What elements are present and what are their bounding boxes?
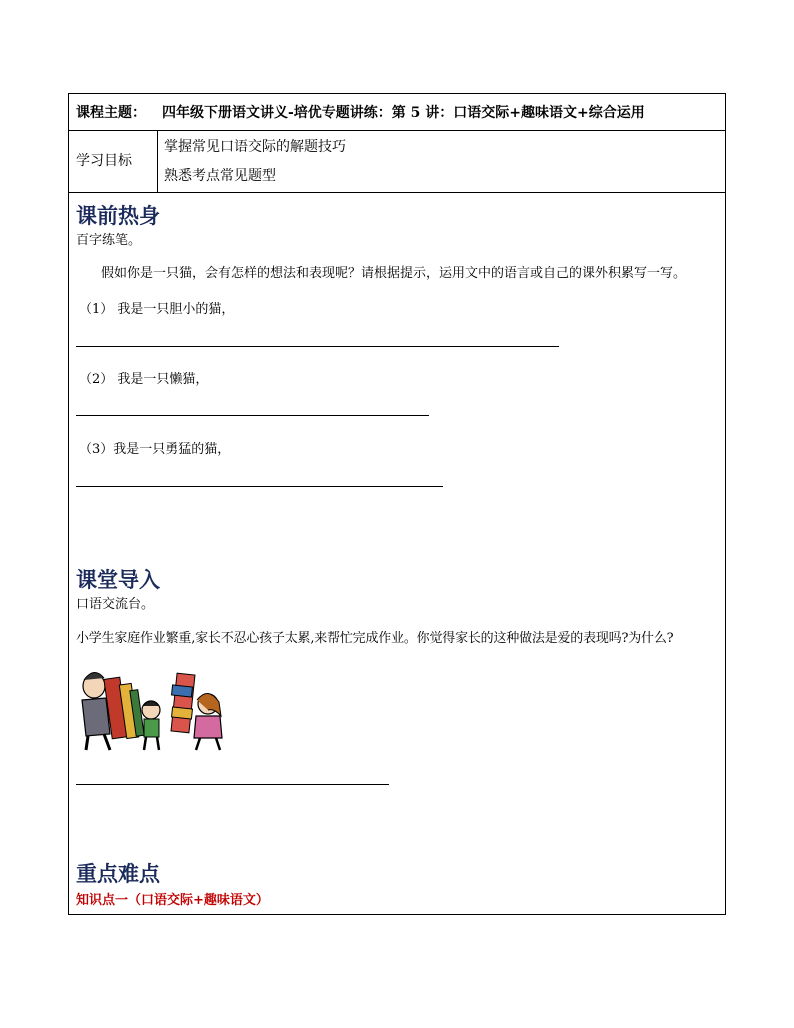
- section-heading-intro: 课堂导入: [76, 567, 160, 592]
- warmup-subtitle: 百字练笔。: [76, 233, 142, 248]
- goal-item: 掌握常见口语交际的解题技巧: [164, 139, 346, 155]
- knowledge-point-label: 知识点一（口语交际+趣味语文）: [76, 893, 269, 908]
- course-label: 课程主题：: [76, 105, 146, 121]
- exercise-item: （3）我是一只勇猛的猫，: [79, 442, 231, 457]
- answer-line[interactable]: [76, 784, 389, 785]
- answer-line[interactable]: [76, 415, 429, 416]
- section-heading-warmup: 课前热身: [76, 203, 160, 228]
- section-heading-focus: 重点难点: [76, 861, 160, 886]
- warmup-prompt: 假如你是一只猫，会有怎样的想法和表现呢？请根据提示，运用文中的语言或自己的课外积累写一写。: [101, 266, 687, 281]
- exercise-item: （2） 我是一只懒猫，: [79, 372, 209, 387]
- intro-question: 小学生家庭作业繁重,家长不忍心孩子太累,来帮忙完成作业。你觉得家长的这种做法是爱的表现吗?为什么?: [76, 631, 674, 646]
- intro-subtitle: 口语交流台。: [76, 597, 155, 612]
- column-divider: [157, 130, 158, 192]
- lesson-table: [68, 93, 726, 915]
- exercise-item: （1） 我是一只胆小的猫，: [79, 302, 235, 317]
- answer-line[interactable]: [76, 346, 559, 347]
- homework-illustration: [76, 664, 226, 752]
- goal-item: 熟悉考点常见题型: [164, 168, 276, 184]
- goal-label: 学习目标: [76, 153, 132, 169]
- row-divider: [69, 192, 725, 193]
- row-divider: [69, 130, 725, 131]
- answer-line[interactable]: [76, 486, 443, 487]
- course-title: 四年级下册语文讲义-培优专题讲练：第 5 讲：口语交际+趣味语文+综合运用: [162, 105, 645, 121]
